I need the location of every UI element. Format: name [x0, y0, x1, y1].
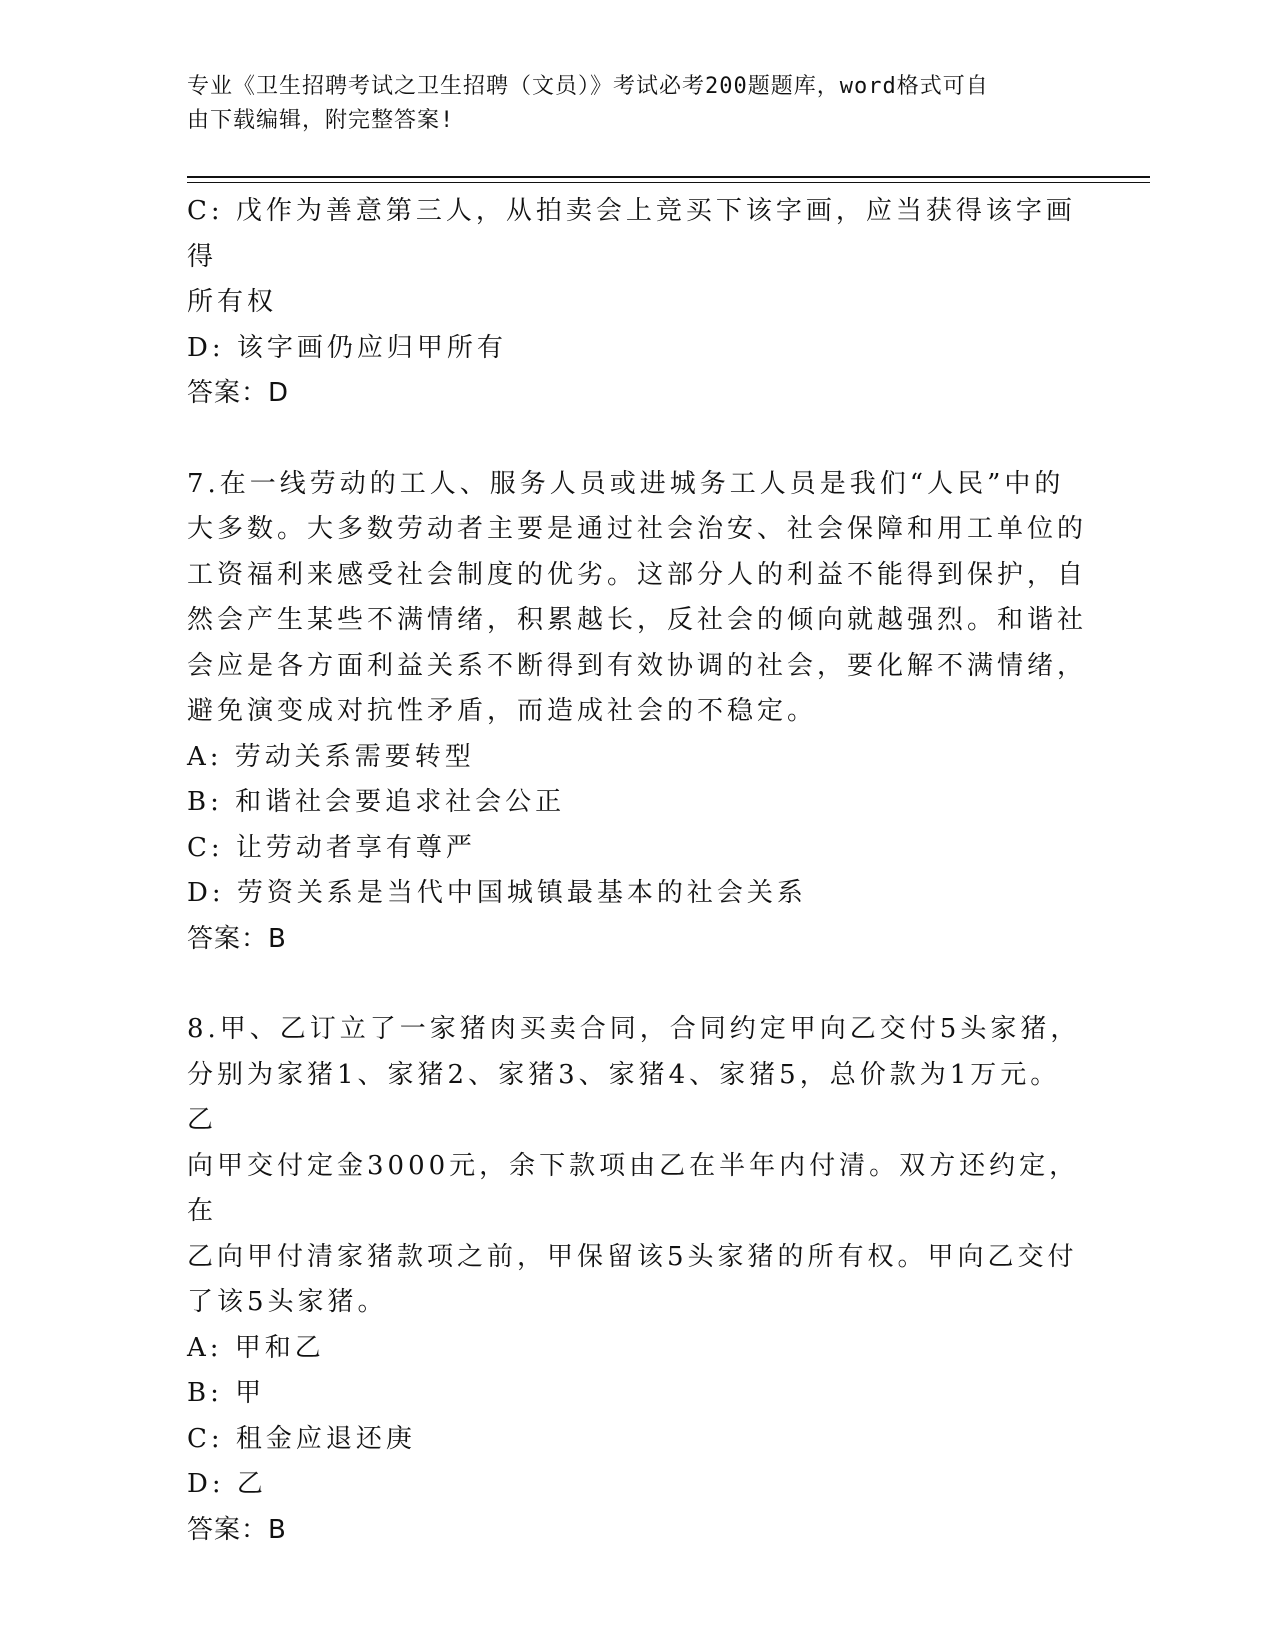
- q7-answer: 答案：B: [187, 923, 287, 954]
- q7-option-a: A: 劳动关系需要转型: [187, 741, 475, 772]
- q8-option-c: C: 租金应退还庚: [187, 1423, 416, 1454]
- header-title-line-1: 专业《卫生招聘考试之卫生招聘（文员）》考试必考200题题库，word格式可自: [187, 74, 989, 99]
- q6-answer: 答案：D: [187, 378, 290, 408]
- q6-option-c-line-1: C: 戊作为善意第三人，从拍卖会上竞买下该字画，应当获得该字画得: [187, 196, 1076, 272]
- question-8: [187, 1007, 1087, 1553]
- q7-option-c: C: 让劳动者享有尊严: [187, 832, 476, 863]
- q7-stem-line: 大多数。大多数劳动者主要是通过社会治安、社会保障和用工单位的: [187, 514, 1088, 544]
- q8-stem-line: 8.甲、乙订立了一家猪肉买卖合同，合同约定甲向乙交付5头家猪，: [187, 1014, 1081, 1044]
- q8-option-a: A: 甲和乙: [187, 1332, 325, 1363]
- question-content: [187, 189, 1087, 1553]
- question-6-tail: [187, 189, 1087, 417]
- q7-option-d: D: 劳资关系是当代中国城镇最基本的社会关系: [187, 878, 807, 908]
- q8-stem-line: 乙向甲付清家猪款项之前，甲保留该5头家猪的所有权。甲向乙交付: [187, 1241, 1078, 1272]
- q8-stem-line: 分别为家猪1、家猪2、家猪3、家猪4、家猪5，总价款为1万元。乙: [187, 1059, 1061, 1135]
- header-divider-thin: [187, 182, 1150, 183]
- q7-stem-line: 然会产生某些不满情绪，积累越长，反社会的倾向就越强烈。和谐社: [187, 605, 1088, 635]
- header-title-line-2: 由下载编辑，附完整答案!: [187, 108, 455, 133]
- q7-option-b: B: 和谐社会要追求社会公正: [187, 787, 566, 817]
- q8-option-d: D: 乙: [187, 1469, 267, 1499]
- q8-stem-line: 向甲交付定金3000元，余下款项由乙在半年内付清。双方还约定，在: [187, 1150, 1080, 1226]
- q6-option-c-line-2: 所有权: [187, 287, 278, 317]
- q8-stem-line: 了该5头家猪。: [187, 1287, 388, 1317]
- q7-stem-line: 避免演变成对抗性矛盾，而造成社会的不稳定。: [187, 696, 818, 726]
- q6-option-d: D: 该字画仍应归甲所有: [187, 332, 507, 363]
- q8-option-b: B: 甲: [187, 1378, 266, 1408]
- q8-answer: 答案：B: [187, 1514, 287, 1545]
- header-divider-thick: [187, 176, 1150, 178]
- q7-stem-line: 7.在一线劳动的工人、服务人员或进城务工人员是我们“人民”中的: [187, 468, 1065, 499]
- q7-stem-line: 会应是各方面利益关系不断得到有效协调的社会，要化解不满情绪，: [187, 650, 1088, 681]
- spacer: [187, 417, 1087, 462]
- page-header: [187, 70, 1067, 138]
- question-7: [187, 462, 1087, 963]
- spacer: [187, 962, 1087, 1007]
- q7-stem-line: 工资福利来感受社会制度的优劣。这部分人的利益不能得到保护，自: [187, 559, 1088, 590]
